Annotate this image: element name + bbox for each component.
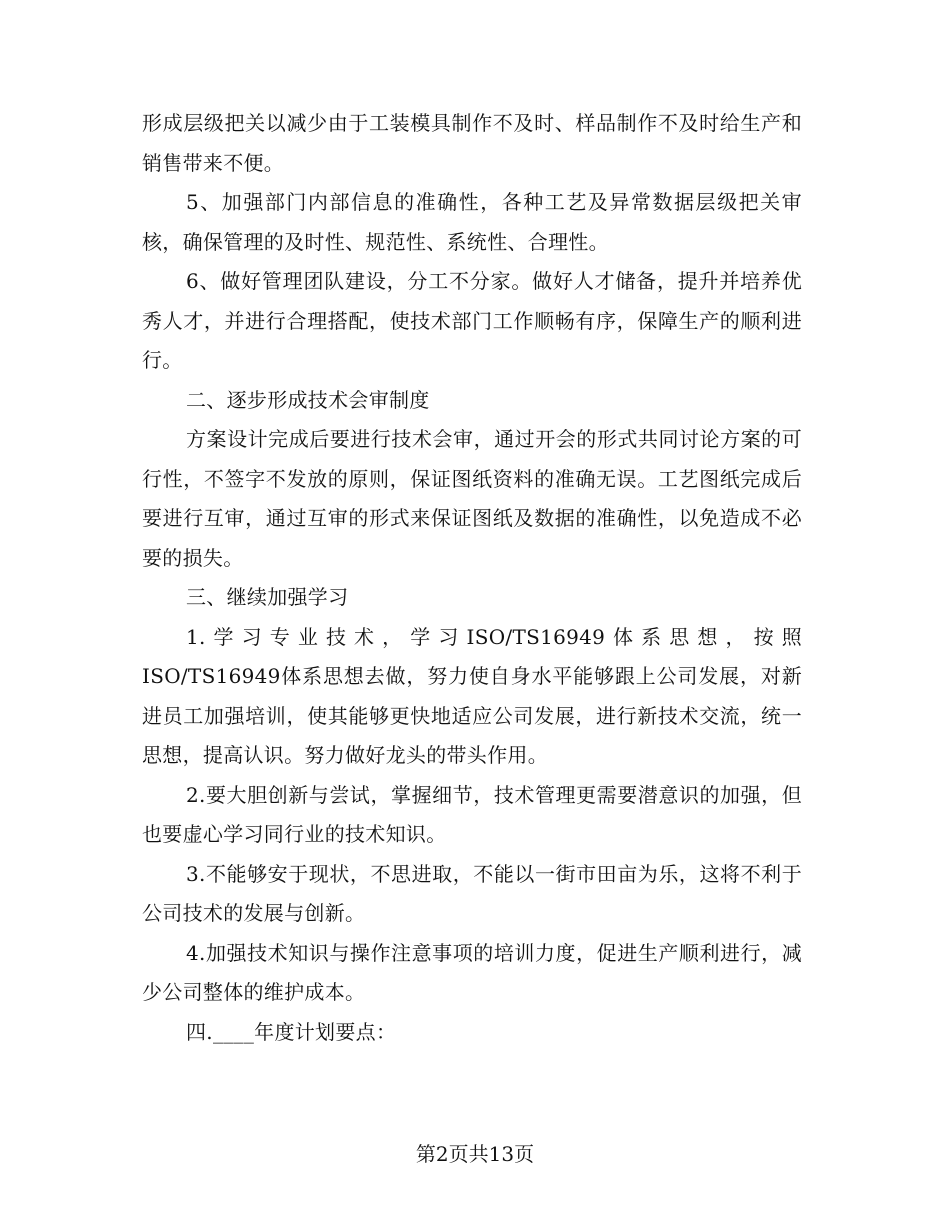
page-number-footer: 第2页共13页 <box>415 1142 535 1166</box>
section-heading-3: 三、继续加强学习 <box>186 585 349 609</box>
paragraph-item-6: 6、做好管理团队建设，分工不分家。做好人才储备，提升并培养优秀人才，并进行合理搭配，使技术部门工作顺畅有序，保障生产的顺利进行。 <box>142 269 802 372</box>
paragraph-study-2: 2.要大胆创新与尝试，掌握细节，技术管理更需要潜意识的加强，但也要虚心学习同行业的技术知识。 <box>142 782 802 846</box>
section-heading-2: 二、逐步形成技术会审制度 <box>186 387 430 412</box>
paragraph-study-4: 4.加强技术知识与操作注意事项的培训力度，促进生产顺利进行，减少公司整体的维护成本。 <box>142 940 802 1004</box>
paragraph-technical-review: 方案设计完成后要进行技术会审，通过开会的形式共同讨论方案的可行性，不签字不发放的原则，保证图纸资料的准确无误。工艺图纸完成后要进行互审，通过互审的形式来保证图纸及数据的准确性，以免造成不必要的损失。 <box>142 427 802 570</box>
document-body <box>142 104 802 1052</box>
paragraph-continuation: 形成层级把关以减少由于工装模具制作不及时、样品制作不及时给生产和销售带来不便。 <box>142 111 802 175</box>
paragraph-item-5: 5、加强部门内部信息的准确性，各种工艺及异常数据层级把关审核，确保管理的及时性、规范性、系统性、合理性。 <box>142 190 802 254</box>
paragraph-study-1: 1.学习专业技术，学习ISO/TS16949体系思想，按照ISO/TS16949体系思想去做，努力使自身水平能够跟上公司发展，对新进员工加强培训，使其能够更快地适应公司发展，进行新技术交流，统一思想，提高认识。努力做好龙头的带头作用。 <box>142 624 802 767</box>
paragraph-study-3: 3.不能够安于现状，不思进取，不能以一街市田亩为乐，这将不利于公司技术的发展与创新。 <box>142 861 802 925</box>
section-heading-4: 四.____年度计划要点： <box>186 1019 397 1044</box>
